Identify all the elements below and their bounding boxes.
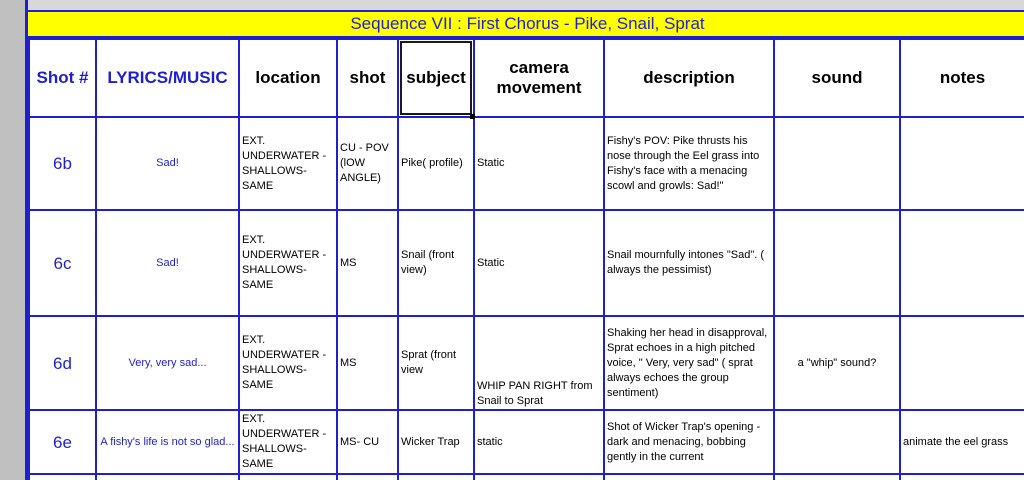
table-row [29,210,1024,316]
cell-empty[interactable] [239,474,337,480]
cell-location[interactable]: EXT. UNDERWATER - SHALLOWS- SAME [239,117,337,210]
table-row [29,410,1024,474]
table-row [29,474,1024,480]
header-description[interactable]: description [604,39,774,117]
cell-sound[interactable] [774,117,900,210]
sequence-title[interactable]: Sequence VII : First Chorus - Pike, Snail, Sprat [28,12,1024,38]
header-location[interactable]: location [239,39,337,117]
cell-notes[interactable] [900,117,1024,210]
cell-description[interactable]: Shot of Wicker Trap's opening - dark and menacing, bobbing gently in the current [604,410,774,474]
cell-camera[interactable]: WHIP PAN RIGHT from Snail to Sprat [474,316,604,410]
cell-camera[interactable]: Static [474,210,604,316]
cell-empty[interactable] [398,474,474,480]
cell-empty[interactable] [96,474,239,480]
cell-shot-num[interactable]: 6b [29,117,96,210]
cell-empty[interactable] [29,474,96,480]
header-shot-num[interactable]: Shot # [29,39,96,117]
cell-lyrics[interactable]: Very, very sad... [96,316,239,410]
cell-sound[interactable] [774,210,900,316]
header-lyrics[interactable]: LYRICS/MUSIC [96,39,239,117]
header-shot[interactable]: shot [337,39,398,117]
cell-camera[interactable]: static [474,410,604,474]
cell-shot[interactable]: MS [337,316,398,410]
top-strip [28,0,1024,12]
cell-empty[interactable] [337,474,398,480]
cell-lyrics[interactable]: A fishy's life is not so glad... [96,410,239,474]
cell-description[interactable]: Shaking her head in disapproval, Sprat echoes in a high pitched voice, " Very, very sad" ( sprat always echoes the group sentiment) [604,316,774,410]
header-subject[interactable]: subject [398,39,474,117]
cell-lyrics[interactable]: Sad! [96,210,239,316]
cell-empty[interactable] [774,474,900,480]
table-row [29,117,1024,210]
cell-subject[interactable]: Wicker Trap [398,410,474,474]
cell-location[interactable]: EXT. UNDERWATER - SHALLOWS- SAME [239,210,337,316]
cell-subject[interactable]: Sprat (front view [398,316,474,410]
cell-empty[interactable] [604,474,774,480]
cell-subject[interactable]: Snail (front view) [398,210,474,316]
cell-notes[interactable] [900,210,1024,316]
cell-shot[interactable]: MS- CU [337,410,398,474]
cell-location[interactable]: EXT. UNDERWATER - SHALLOWS- SAME [239,410,337,474]
cell-description[interactable]: Fishy's POV: Pike thrusts his nose through the Eel grass into Fishy's face with a menacing scowl and growls: Sad!" [604,117,774,210]
header-notes[interactable]: notes [900,39,1024,117]
header-row [29,39,1024,117]
shot-table [28,38,1024,480]
cell-empty[interactable] [474,474,604,480]
cell-shot-num[interactable]: 6e [29,410,96,474]
spreadsheet [25,0,1024,480]
cell-camera[interactable]: Static [474,117,604,210]
header-camera[interactable]: camera movement [474,39,604,117]
cell-description[interactable]: Snail mournfully intones "Sad". ( always the pessimist) [604,210,774,316]
cell-shot-num[interactable]: 6c [29,210,96,316]
cell-sound[interactable]: a "whip" sound? [774,316,900,410]
header-sound[interactable]: sound [774,39,900,117]
cell-empty[interactable] [900,474,1024,480]
cell-subject[interactable]: Pike( profile) [398,117,474,210]
cell-sound[interactable] [774,410,900,474]
cell-lyrics[interactable]: Sad! [96,117,239,210]
cell-notes[interactable]: animate the eel grass [900,410,1024,474]
cell-location[interactable]: EXT. UNDERWATER - SHALLOWS- SAME [239,316,337,410]
cell-shot-num[interactable]: 6d [29,316,96,410]
cell-shot[interactable]: MS [337,210,398,316]
cell-shot[interactable]: CU - POV (lOW ANGLE) [337,117,398,210]
selection-fill-handle[interactable] [470,114,475,119]
table-row [29,316,1024,410]
cell-notes[interactable] [900,316,1024,410]
